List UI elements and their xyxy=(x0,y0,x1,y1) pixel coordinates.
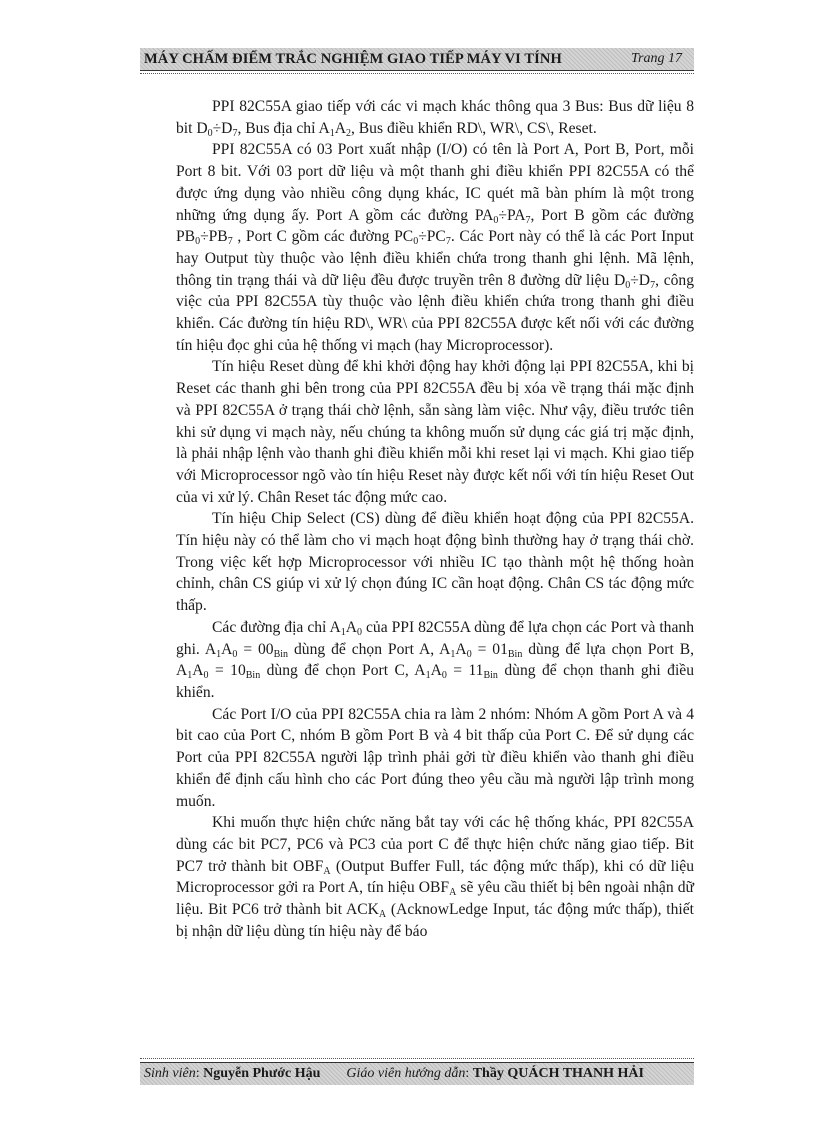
text-run: A xyxy=(221,640,233,658)
text-run: A xyxy=(192,662,204,680)
subscript: 0 xyxy=(195,236,201,248)
text-run: , Bus địa chỉ A xyxy=(237,119,330,137)
paragraph-6 xyxy=(176,704,694,813)
subscript: 0 xyxy=(357,626,363,638)
paragraph-2 xyxy=(176,139,694,356)
subscript: 7 xyxy=(445,236,451,248)
subscript: 1 xyxy=(187,670,193,682)
subscript: 0 xyxy=(466,648,472,660)
subscript: 2 xyxy=(345,127,351,139)
advisor-name: Thầy QUÁCH THANH HẢI xyxy=(472,1066,644,1081)
subscript: 0 xyxy=(413,236,419,248)
text-run: dùng để chọn Port C, A xyxy=(260,662,426,680)
footer-divider xyxy=(140,1058,694,1059)
subscript: Bin xyxy=(245,670,261,682)
text-run: = 00 xyxy=(237,640,274,658)
text-run: của PPI 82C55A dùng để lựa chọn các Port và thanh ghi. A xyxy=(176,618,694,658)
subscript: A xyxy=(323,865,331,877)
text-run: ÷PC xyxy=(418,228,446,246)
text-run: = 10 xyxy=(208,662,246,680)
subscript: Bin xyxy=(273,648,289,660)
paragraph-3 xyxy=(176,356,694,508)
text-run: A xyxy=(345,618,358,636)
header-title: MÁY CHẤM ĐIỂM TRẮC NGHIỆM GIAO TIẾP MÁY VI TÍNH xyxy=(144,51,562,67)
advisor-label: Giáo viên hướng dẫn xyxy=(346,1066,466,1081)
text-run: , Bus điều khiển RD\, WR\, CS\, Reset. xyxy=(350,119,597,137)
text-run: = 01 xyxy=(471,640,508,658)
paragraph-5 xyxy=(176,617,694,704)
text-run: PPI 82C55A có 03 Port xuất nhập (I/O) có tên là Port A, Port B, Port, mỗi Port 8 bit. Với 03 port dữ liệu và một thanh ghi điều khiển PPI 82C55A có thể được ứng dụng vào nhiều công dụng khác, IC quét mã bàn phím là một trong những ứng dụng ấy. Port A gồm các đường PA xyxy=(176,141,694,224)
subscript: 1 xyxy=(340,626,346,638)
text-run: , Port B gồm các đường PB xyxy=(176,206,694,246)
text-run: ÷D xyxy=(212,119,233,137)
paragraph-1 xyxy=(176,96,694,139)
subscript: 7 xyxy=(227,236,233,248)
text-run: ÷PA xyxy=(498,206,526,224)
text-run: A xyxy=(334,119,346,137)
page-number: Trang 17 xyxy=(631,51,682,66)
student-label: Sinh viên xyxy=(144,1066,196,1081)
footer-credits: Sinh viên: Nguyễn Phước Hậu Giáo viên hướng dẫn: Thầy QUÁCH THANH HẢI xyxy=(144,1066,644,1081)
subscript: 0 xyxy=(232,648,238,660)
subscript: 7 xyxy=(650,279,656,291)
subscript: 0 xyxy=(203,670,209,682)
text-run: ÷D xyxy=(630,271,651,289)
subscript: 0 xyxy=(625,279,631,291)
page-footer xyxy=(140,1062,694,1085)
subscript: 1 xyxy=(450,648,456,660)
text-run: A xyxy=(455,640,467,658)
text-run: (AcknowLedge Input, tác động mức thấp), thiết bị nhận dữ liệu dùng tín hiệu này để báo xyxy=(176,901,694,940)
text-run: = 11 xyxy=(446,662,484,680)
document-body xyxy=(176,96,694,942)
page-header xyxy=(140,48,694,71)
paragraph-7 xyxy=(176,812,694,942)
text-run: PPI 82C55A giao tiếp với các vi mạch khác thông qua 3 Bus: Bus dữ liệu 8 bit D xyxy=(176,98,694,137)
text-run: dùng để lựa chọn Port B, A xyxy=(176,640,695,680)
text-run: Tín hiệu Chip Select (CS) dùng để điều khiển hoạt động của PPI 82C55A. Tín hiệu này có thể làm cho vi mạch hoạt động bình thường hay ở trạng thái chờ. Trong việc kết hợp Microprocessor với nhiều IC tạo thành một hệ thống hoàn chỉnh, chân CS giúp vi xử lý chọn đúng IC cần hoạt động. Chân CS tác động mức thấp. xyxy=(176,510,694,615)
text-run: , công việc của PPI 82C55A tùy thuộc vào lệnh điều khiển chứa trong thanh ghi điều khiển. Các đường tín hiệu RD\, WR\ của PPI 82C55A được kết nối với các đường tín hiệu đọc ghi của hệ thống vi mạch (hay Microprocessor). xyxy=(176,271,695,354)
subscript: 1 xyxy=(425,670,431,682)
text-run: , Port C gồm các đường PC xyxy=(232,228,414,246)
subscript: A xyxy=(378,909,387,921)
text-run: ÷PB xyxy=(200,228,228,246)
student-name: Nguyễn Phước Hậu xyxy=(203,1066,321,1081)
subscript: Bin xyxy=(483,670,498,682)
text-run: A xyxy=(430,662,442,680)
subscript: 1 xyxy=(216,648,222,660)
subscript: A xyxy=(449,887,457,899)
text-run: sẽ yêu cầu thiết bị bên ngoài nhận dữ liệu. Bit PC6 trở thành bit ACK xyxy=(176,879,694,919)
text-run: (Output Buffer Full, tác động mức thấp), khi có dữ liệu Microprocessor gởi ra Port A, tín hiệu OBF xyxy=(176,857,694,897)
text-run: dùng để chọn thanh ghi điều khiển. xyxy=(176,662,695,701)
subscript: Bin xyxy=(507,648,523,660)
text-run: Các đường địa chỉ A xyxy=(212,618,341,636)
text-run: dùng để chọn Port A, A xyxy=(288,640,451,658)
subscript: 0 xyxy=(441,670,447,682)
subscript: 0 xyxy=(493,214,499,226)
subscript: 7 xyxy=(525,214,531,226)
subscript: 0 xyxy=(207,127,213,139)
text-run: Khi muốn thực hiện chức năng bắt tay với các hệ thống khác, PPI 82C55A dùng các bit PC7, PC6 và PC3 của port C để thực hiện chức năng giao tiếp. Bit PC7 trở thành bit OBF xyxy=(176,814,694,875)
subscript: 1 xyxy=(329,127,335,139)
text-run: Tín hiệu Reset dùng để khi khởi động hay khởi động lại PPI 82C55A, khi bị Reset các thanh ghi bên trong của PPI 82C55A đều bị xóa về trạng thái mặc định và PPI 82C55A ở trạng thái chờ lệnh, sẵn sàng làm việc. Như vậy, điều trước tiên khi sử dụng vi mạch này, nếu chúng ta không muốn sử dụng các giá trị mặc định, là phải nhập lệnh vào thanh ghi điều khiển mỗi khi reset lại vi mạch. Khi giao tiếp với Microprocessor ngõ vào tín hiệu Reset này được kết nối với tín hiệu Reset Out của vi xử lý. Chân Reset tác động mức cao. xyxy=(176,358,694,506)
subscript: 7 xyxy=(232,127,238,139)
text-run: Các Port I/O của PPI 82C55A chia ra làm 2 nhóm: Nhóm A gồm Port A và 4 bit cao của Port C, nhóm B gồm Port B và 4 bit thấp của Port C. Để sử dụng các Port của PPI 82C55A người lập trình phải gởi từ điều khiển vào thanh ghi điều khiển để định cấu hình cho các Port đúng theo yêu cầu mà người lập trình mong muốn. xyxy=(176,705,694,810)
text-run: . Các Port này có thể là các Port Input hay Output tùy thuộc vào lệnh điều khiển chứa trong thanh ghi lệnh. Mã lệnh, thông tin trạng thái và dữ liệu đều được truyền trên 8 đường dữ liệu D xyxy=(176,228,694,289)
paragraph-4 xyxy=(176,508,694,617)
